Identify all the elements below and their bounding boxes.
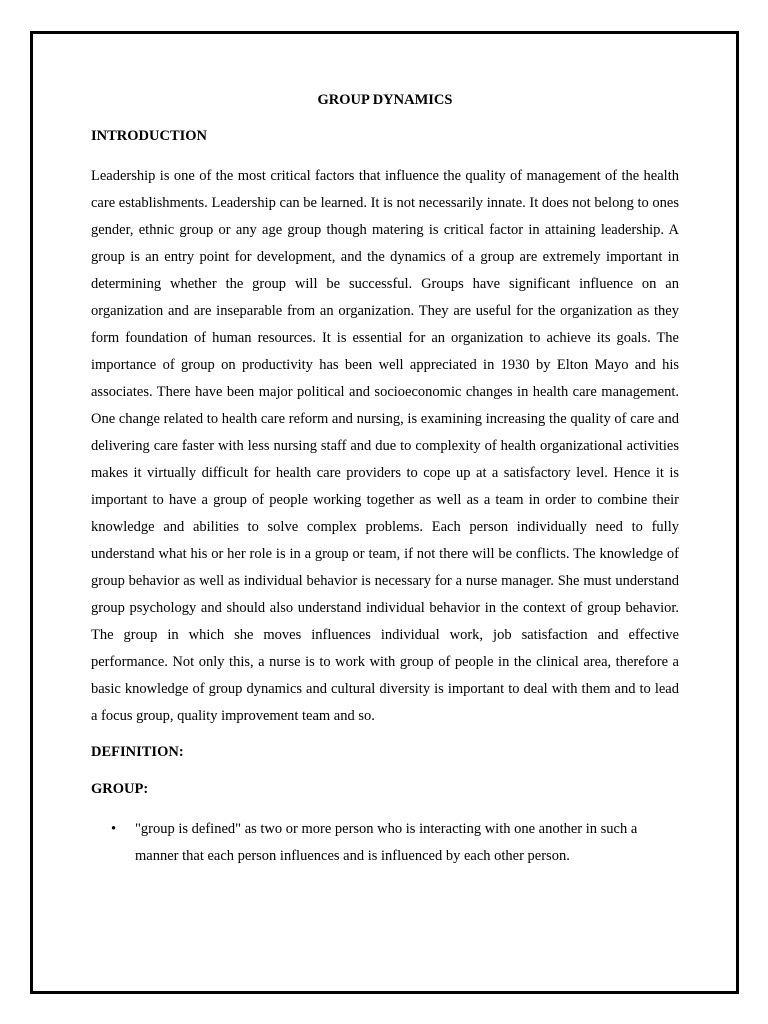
bullet-icon: • <box>111 821 117 837</box>
introduction-paragraph: Leadership is one of the most critical factors that influence the quality of management of the health care establishments. Leadership can be learned. It is not necessarily innate. It does not belong to ones gender, ethnic group or any age group though matering is critical factor in attaining leadership. A group is an entry point for development, and the dynamics of a group are extremely important in determining whether the group will be successful. Groups have significant influence on an organization and are inseparable from an organization. They are useful for the organization as they form foundation of human resources. It is essential for an organization to achieve its goals. The importance of group on productivity has been well appreciated in 1930 by Elton Mayo and his associates. There have been major political and socioeconomic changes in health care management. One change related to health care reform and nursing, is examining increasing the quality of care and delivering care faster with less nursing staff and due to complexity of health organizational activities makes it virtually difficult for health care providers to cope up at a satisfactory level. Hence it is important to have a group of people working together as well as a team in order to combine their knowledge and abilities to solve complex problems. Each person individually need to fully understand what his or her role is in a group or team, if not there will be conflicts. The knowledge of group behavior as well as individual behavior is necessary for a nurse manager. She must understand group psychology and should also understand individual behavior in the context of group behavior. The group in which she moves influences individual work, job satisfaction and effective performance. Not only this, a nurse is to work with group of people in the clinical area, therefore a basic knowledge of group dynamics and cultural diversity is important to deal with them and to lead a focus group, quality improvement team and so. <box>91 168 679 724</box>
list-item-text: "group is defined" as two or more person who is interacting with one another in such a manner that each person influences and is influenced by each other person. <box>135 821 638 864</box>
page-frame <box>30 31 739 994</box>
list-item <box>91 816 679 870</box>
document-title: GROUP DYNAMICS <box>317 92 453 108</box>
document-body <box>91 90 679 870</box>
definition-heading: DEFINITION: <box>91 744 184 760</box>
group-heading: GROUP: <box>91 781 149 797</box>
introduction-heading: INTRODUCTION <box>91 128 208 144</box>
definition-list <box>91 816 679 870</box>
